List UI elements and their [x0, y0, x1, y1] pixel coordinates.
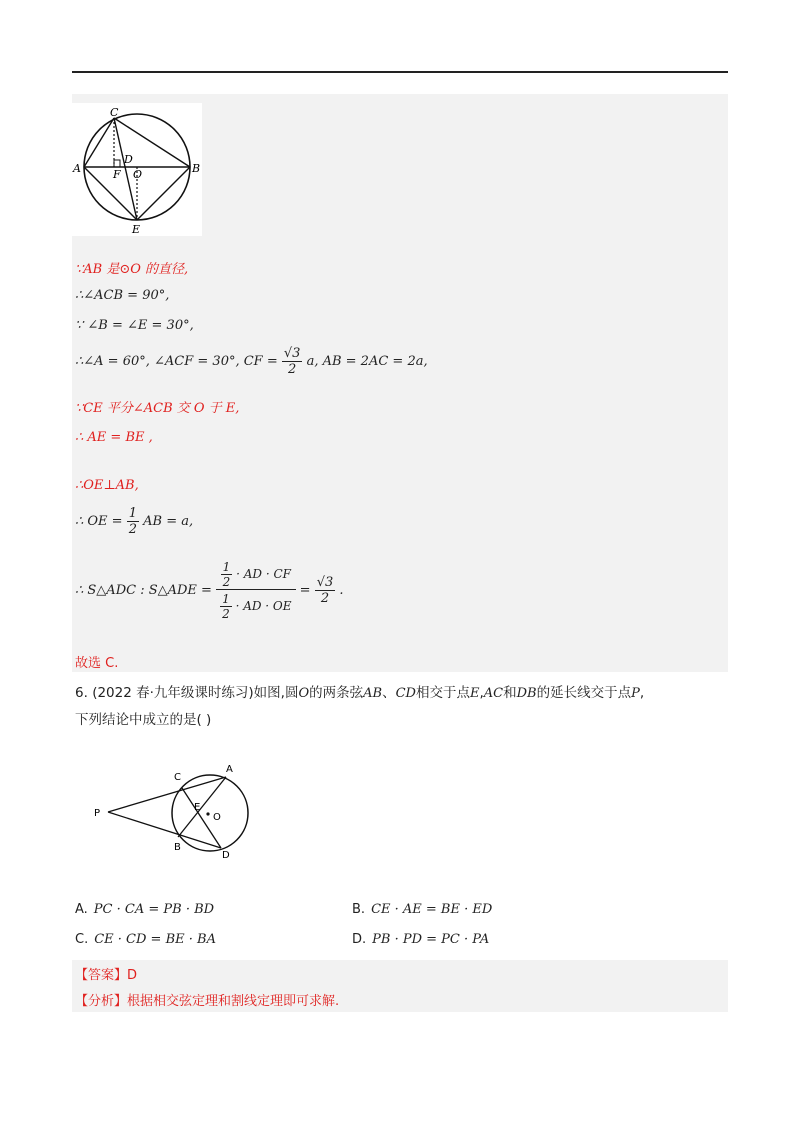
- question-6: 6. (2022 春·九年级课时练习)如图,圆O的两条弦AB、CD相交于点E,AC和DB的延长线交于点P, 下列结论中成立的是( ): [75, 685, 645, 728]
- area-ratio-fraction: $\frac{1}{2}$ · AD · CF $\frac{1}{2}$ · AD · OE: [216, 560, 295, 621]
- solution-line-7: ∴OE⊥AB,: [75, 478, 139, 493]
- answer-line: 【答案】D: [75, 968, 138, 983]
- q-label-A: A: [226, 764, 233, 775]
- label-F: F: [113, 168, 121, 181]
- circle-diagram-1: [72, 103, 202, 236]
- q-label-C: C: [174, 772, 181, 783]
- label-A: A: [73, 162, 81, 175]
- solution-conclusion: 故选 C.: [75, 656, 119, 671]
- option-d[interactable]: D. PB · PD = PC · PA: [352, 932, 490, 947]
- solution-line-4: [75, 346, 428, 377]
- option-c[interactable]: C. CE · CD = BE · BA: [75, 932, 216, 947]
- fraction-half: $\frac{1}{2}$: [128, 506, 137, 537]
- solution-line-6: ∴ AE = BE ,: [75, 430, 153, 445]
- line4-end: a, AB = 2AC = 2a,: [306, 354, 428, 369]
- fraction-sqrt3-over-2: $\frac{√3}{2}$: [283, 346, 301, 377]
- solution-line-8: ∴ OE = $\frac{1}{2}$ AB = a,: [75, 506, 194, 537]
- solution-line-3: ∵ ∠B = ∠E = 30°,: [75, 318, 194, 333]
- q-label-E: E: [194, 802, 201, 813]
- q-label-B: B: [174, 842, 181, 853]
- option-b[interactable]: B. CE · AE = BE · ED: [352, 902, 493, 917]
- option-a[interactable]: A. PC · CA = PB · BD: [75, 902, 215, 917]
- label-B: B: [192, 162, 201, 175]
- solution-line-2: ∴∠ACB = 90°,: [75, 288, 170, 303]
- label-E: E: [132, 223, 141, 236]
- fraction-sqrt3-over-2-b: $\frac{√3}{2}$: [316, 575, 334, 606]
- question-6-line2: 下列结论中成立的是( ): [75, 712, 212, 728]
- line4-start: ∴∠A = 60°, ∠ACF = 30°, CF =: [75, 354, 278, 369]
- solution-line-1: ∵AB 是⊙O 的直径,: [75, 262, 189, 277]
- header-rule: [72, 71, 728, 73]
- q-label-P: P: [94, 808, 101, 819]
- q-label-O: O: [213, 812, 221, 823]
- label-C: C: [110, 106, 119, 119]
- circle-diagram-2: [88, 758, 268, 862]
- label-D: D: [124, 153, 133, 166]
- solution-line-5: ∵CE 平分∠ACB 交 O 于 E,: [75, 401, 240, 416]
- analysis-line: 【分析】根据相交弦定理和割线定理即可求解.: [75, 994, 340, 1009]
- solution-line-9: ∴ S△ADC : S△ADE = $\frac{1}{2}$ · AD · CF $\frac{1}{2}$ · AD · OE = $\frac{√3}{2}$ .: [75, 560, 344, 621]
- q-label-D: D: [222, 850, 230, 861]
- label-O: O: [133, 168, 143, 181]
